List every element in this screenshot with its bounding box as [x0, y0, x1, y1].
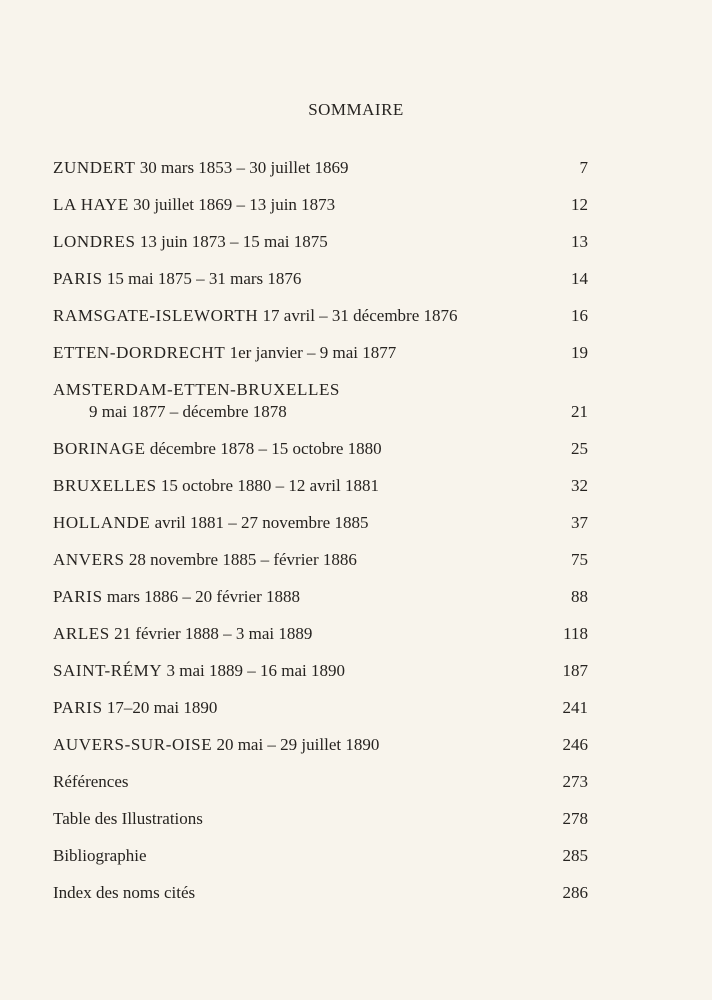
toc-entry-index-des-noms: [53, 882, 588, 904]
toc-entry-page: 187: [562, 661, 588, 680]
toc-entry-dates: 30 mars 1853 – 30 juillet 1869: [139, 158, 349, 177]
toc-entry-label: [53, 549, 357, 571]
toc-entry-dates: mars 1886 – 20 février 1888: [106, 587, 300, 606]
toc-entry-page: 13: [571, 232, 588, 251]
toc-entry-dates: 20 mai – 29 juillet 1890: [216, 735, 380, 754]
toc-entry-page: 286: [562, 883, 588, 902]
toc-entry-name: BRUXELLES: [53, 476, 157, 495]
toc-entry-page: 241: [562, 698, 588, 717]
toc-entry-dates: 17–20 mai 1890: [106, 698, 218, 717]
toc-entry-page: 278: [562, 809, 588, 828]
toc-entry-arles: [53, 623, 588, 645]
toc-entry-dates: 30 juillet 1869 – 13 juin 1873: [133, 195, 336, 214]
toc-entry-page: 7: [579, 158, 588, 177]
toc-entry-page: 12: [571, 195, 588, 214]
toc-entry-label: [53, 475, 379, 497]
toc-entry-bruxelles: [53, 475, 588, 497]
toc-entry-page: 285: [562, 846, 588, 865]
toc-entry-page: 246: [562, 735, 588, 754]
toc-entry-dates: 17 avril – 31 décembre 1876: [262, 306, 458, 325]
toc-entry-page: 37: [571, 513, 588, 532]
toc-entry-dates: 1er janvier – 9 mai 1877: [229, 343, 397, 362]
toc-entry-label: [53, 697, 217, 719]
toc-entry-anvers: [53, 549, 588, 571]
toc-entry-name: LONDRES: [53, 232, 136, 251]
toc-entry-bibliographie: [53, 845, 588, 867]
page-title: SOMMAIRE: [308, 100, 404, 119]
toc-entry-table-des-illustrations: [53, 808, 588, 830]
toc-entry-name: AUVERS-SUR-OISE: [53, 735, 213, 754]
toc-entry-name: RAMSGATE-ISLEWORTH: [53, 306, 259, 325]
toc-entry-name: PARIS: [53, 698, 103, 717]
toc-entry-amsterdam-etten-bruxelles: [53, 379, 588, 423]
toc-entry-page: 25: [571, 439, 588, 458]
toc-entry-name: LA HAYE: [53, 195, 129, 214]
toc-entry-dates: avril 1881 – 27 novembre 1885: [154, 513, 369, 532]
toc-entry-auvers-sur-oise: [53, 734, 588, 756]
table-of-contents: [53, 151, 588, 904]
toc-entry-londres: [53, 231, 588, 253]
toc-entry-saint-remy: [53, 660, 588, 682]
toc-entry-name: BORINAGE: [53, 439, 146, 458]
toc-entry-page: 16: [571, 306, 588, 325]
toc-entry-dates: décembre 1878 – 15 octobre 1880: [149, 439, 382, 458]
toc-entry-dates: 3 mai 1889 – 16 mai 1890: [166, 661, 346, 680]
toc-entry-label: [53, 586, 300, 608]
toc-entry-borinage: [53, 438, 588, 460]
toc-entry-dates: 21 février 1888 – 3 mai 1889: [114, 624, 313, 643]
toc-entry-label: [53, 268, 301, 290]
toc-entry-label: [53, 660, 345, 682]
toc-entry-dates: 9 mai 1877 – décembre 1878: [89, 402, 287, 421]
toc-entry-paris-1890: [53, 697, 588, 719]
toc-entry-paris-1875: [53, 268, 588, 290]
toc-entry-dates: 28 novembre 1885 – février 1886: [128, 550, 357, 569]
toc-entry-name: ANVERS: [53, 550, 125, 569]
toc-entry-page: 14: [571, 269, 588, 288]
toc-entry-dates: 15 octobre 1880 – 12 avril 1881: [160, 476, 380, 495]
toc-entry-page: 21: [571, 402, 588, 421]
toc-entry-name: AMSTERDAM-ETTEN-BRUXELLES: [53, 380, 340, 399]
toc-entry-ramsgate-isleworth: [53, 305, 588, 327]
toc-entry-label: [53, 623, 312, 645]
toc-entry-name: HOLLANDE: [53, 513, 151, 532]
toc-entry-page: 19: [571, 343, 588, 362]
toc-entry-dates: 13 juin 1873 – 15 mai 1875: [139, 232, 328, 251]
toc-entry-references: [53, 771, 588, 793]
toc-entry-name: SAINT-RÉMY: [53, 661, 163, 680]
toc-entry-name: ARLES: [53, 624, 110, 643]
toc-entry-label: [53, 438, 382, 460]
toc-entry-label: [53, 157, 348, 179]
toc-entry-label: [53, 194, 335, 216]
toc-entry-label: [53, 305, 458, 327]
toc-entry-label: [53, 379, 340, 423]
toc-entry-la-haye: [53, 194, 588, 216]
toc-entry-label: [53, 342, 396, 364]
toc-entry-name: Index des noms cités: [53, 883, 196, 902]
toc-entry-label: [53, 512, 368, 534]
toc-entry-name: Table des Illustrations: [53, 809, 203, 828]
toc-entry-name: PARIS: [53, 587, 103, 606]
toc-entry-name: Références: [53, 772, 129, 791]
toc-entry-label: [53, 734, 379, 756]
toc-entry-name: Bibliographie: [53, 846, 147, 865]
toc-entry-name: PARIS: [53, 269, 103, 288]
toc-entry-page: 88: [571, 587, 588, 606]
toc-entry-hollande: [53, 512, 588, 534]
toc-entry-paris-1886: [53, 586, 588, 608]
toc-entry-label: [53, 231, 328, 253]
toc-entry-etten-dordrecht: [53, 342, 588, 364]
toc-entry-page: 118: [563, 624, 588, 643]
toc-entry-page: 273: [562, 772, 588, 791]
toc-entry-zundert: [53, 157, 588, 179]
toc-entry-dates: 15 mai 1875 – 31 mars 1876: [106, 269, 302, 288]
toc-entry-name: ETTEN-DORDRECHT: [53, 343, 226, 362]
toc-entry-page: 32: [571, 476, 588, 495]
toc-entry-name: ZUNDERT: [53, 158, 136, 177]
toc-entry-page: 75: [571, 550, 588, 569]
